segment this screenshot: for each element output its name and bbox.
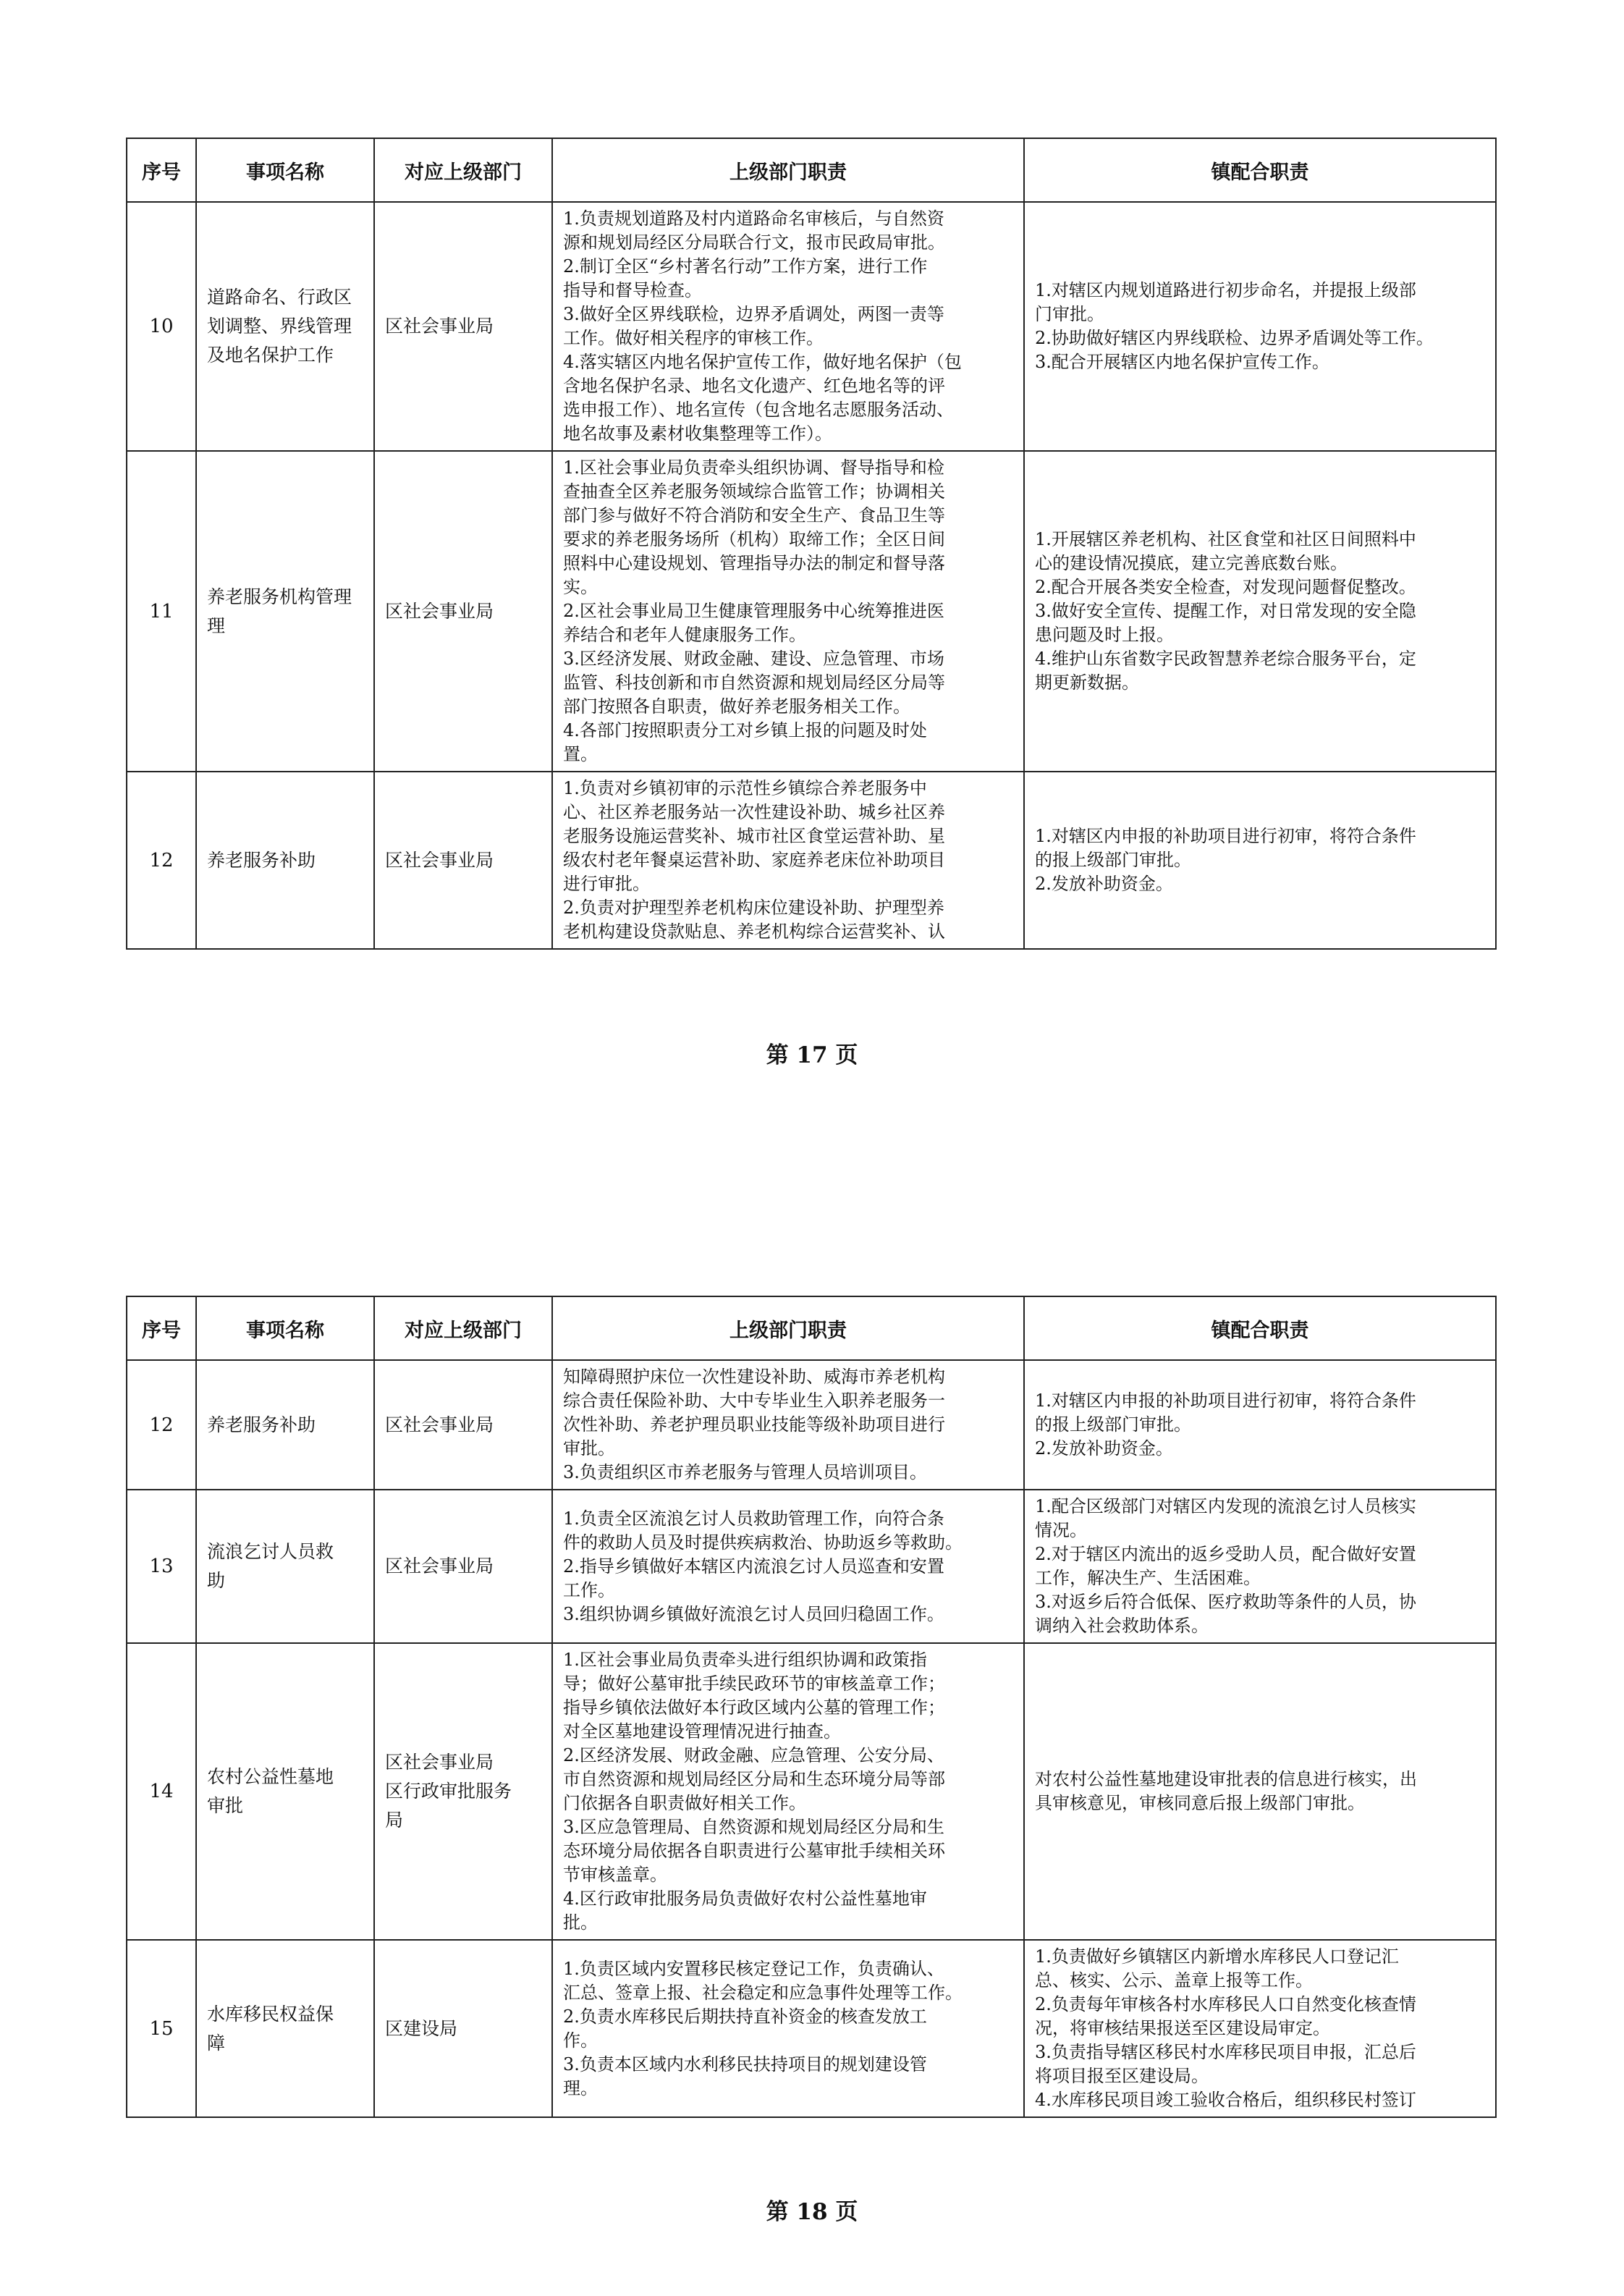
cell-item-name <box>196 1360 374 1490</box>
text-line: 门审批。 <box>1035 304 1104 324</box>
text-line: 将项目报至区建设局。 <box>1035 2066 1209 2086</box>
text-line: 情况。 <box>1035 1520 1087 1540</box>
text-line: 水库移民权益保 <box>207 2003 334 2025</box>
text-line: 1.区社会事业局负责牵头进行组织协调和政策指 <box>563 1650 927 1670</box>
text-line: 1.负责对乡镇初审的示范性乡镇综合养老服务中 <box>563 778 927 798</box>
text-line: 作。 <box>563 2030 598 2051</box>
text-line: 3.做好全区界线联检，边界矛盾调处，两图一责等 <box>563 304 944 324</box>
text-line: 2.发放补助资金。 <box>1035 1438 1173 1459</box>
text-line: 患问题及时上报。 <box>1035 625 1174 645</box>
text-line: 源和规划局经区分局联合行文，报市民政局审批。 <box>563 232 945 253</box>
text-line: 区社会事业局 <box>385 1752 494 1773</box>
cell-upper-duty <box>552 451 1024 772</box>
text-line: 进行审批。 <box>563 874 650 894</box>
text-line: 2.配合开展各类安全检查，对发现问题督促整改。 <box>1035 577 1416 597</box>
table-header-row <box>127 138 1496 202</box>
text-line: 4.各部门按照职责分工对乡镇上报的问题及时处 <box>563 720 927 740</box>
cell-town-duty <box>1024 202 1496 451</box>
text-line: 3.做好安全宣传、提醒工作，对日常发现的安全隐 <box>1035 601 1416 621</box>
cell-superior-dept <box>374 1490 552 1643</box>
text-line: 审批。 <box>563 1438 615 1459</box>
header-town-duty: 镇配合职责 <box>1024 138 1496 202</box>
text-line: 知障碍照护床位一次性建设补助、威海市养老机构 <box>563 1367 945 1387</box>
cell-town-duty <box>1024 1360 1496 1490</box>
text-line: 次性补助、养老护理员职业技能等级补助项目进行 <box>563 1414 945 1435</box>
text-line: 总、核实、公示、盖章上报等工作。 <box>1035 1970 1313 1991</box>
text-line: 2.区社会事业局卫生健康管理服务中心统筹推进医 <box>563 601 944 621</box>
cell-upper-duty <box>552 1490 1024 1643</box>
table-row <box>127 202 1496 451</box>
text-line: 3.负责组织区市养老服务与管理人员培训项目。 <box>563 1462 927 1482</box>
table-row <box>127 451 1496 772</box>
text-line: 2.负责每年审核各村水库移民人口自然变化核查情 <box>1035 1994 1416 2014</box>
text-line: 的报上级部门审批。 <box>1035 850 1191 870</box>
text-line: 工作。 <box>563 1579 615 1600</box>
text-line: 1.对辖区内规划道路进行初步命名，并提报上级部 <box>1035 280 1416 300</box>
header-no: 序号 <box>127 1296 196 1360</box>
text-line: 实。 <box>563 577 598 597</box>
text-line: 期更新数据。 <box>1035 672 1139 693</box>
text-line: 养老服务补助 <box>207 1414 316 1435</box>
text-line: 件的救助人员及时提供疾病救治、协助返乡等救助。 <box>563 1532 963 1553</box>
text-line: 置。 <box>563 744 598 764</box>
text-line: 部门按照各自职责，做好养老服务相关工作。 <box>563 696 910 717</box>
text-line: 流浪乞讨人员救 <box>207 1541 334 1562</box>
cell-superior-dept <box>374 1940 552 2117</box>
text-line: 区社会事业局 <box>385 1414 494 1435</box>
cell-superior-dept <box>374 451 552 772</box>
text-line: 监管、科技创新和市自然资源和规划局经区分局等 <box>563 672 945 693</box>
text-line: 的报上级部门审批。 <box>1035 1414 1191 1435</box>
text-line: 1.对辖区内申报的补助项目进行初审，将符合条件 <box>1035 826 1416 846</box>
cell-superior-dept <box>374 202 552 451</box>
cell-no: 10 <box>127 202 196 451</box>
text-line: 况，将审核结果报送至区建设局审定。 <box>1035 2018 1330 2038</box>
header-upper-duty: 上级部门职责 <box>552 1296 1024 1360</box>
text-line: 区社会事业局 <box>385 849 494 871</box>
text-line: 4.落实辖区内地名保护宣传工作，做好地名保护（包 <box>563 352 962 372</box>
page-number: 第 18 页 <box>766 2199 858 2225</box>
text-line: 工作，解决生产、生活困难。 <box>1035 1568 1261 1588</box>
cell-town-duty <box>1024 772 1496 949</box>
text-line: 3.组织协调乡镇做好流浪乞讨人员回归稳固工作。 <box>563 1603 944 1624</box>
text-line: 1.开展辖区养老机构、社区食堂和社区日间照料中 <box>1035 529 1416 549</box>
text-line: 选申报工作）、地名宣传（包含地名志愿服务活动、 <box>563 400 954 420</box>
text-line: 导；做好公墓审批手续民政环节的审核盖章工作； <box>563 1674 945 1694</box>
cell-item-name <box>196 1490 374 1643</box>
text-line: 理 <box>207 615 226 636</box>
cell-town-duty <box>1024 1490 1496 1643</box>
text-line: 照料中心建设规划、管理指导办法的制定和督导落 <box>563 553 945 573</box>
text-line: 障 <box>207 2032 226 2054</box>
text-line: 划调整、界线管理 <box>207 316 352 337</box>
text-line: 1.对辖区内申报的补助项目进行初审，将符合条件 <box>1035 1390 1416 1411</box>
text-line: 2.制订全区“乡村著名行动”工作方案，进行工作 <box>563 256 928 277</box>
text-line: 局 <box>385 1810 404 1831</box>
header-dept: 对应上级部门 <box>374 1296 552 1360</box>
cell-upper-duty <box>552 1643 1024 1940</box>
table-row <box>127 1940 1496 2117</box>
text-line: 2.发放补助资金。 <box>1035 874 1173 894</box>
text-line: 1.区社会事业局负责牵头组织协调、督导指导和检 <box>563 457 944 478</box>
table-row <box>127 1490 1496 1643</box>
text-line: 区行政审批服务 <box>385 1781 512 1802</box>
table-row <box>127 1643 1496 1940</box>
cell-town-duty <box>1024 1940 1496 2117</box>
header-upper-duty: 上级部门职责 <box>552 138 1024 202</box>
text-line: 养老服务补助 <box>207 849 316 871</box>
cell-town-duty <box>1024 451 1496 772</box>
text-line: 综合责任保险补助、大中专毕业生入职养老服务一 <box>563 1390 945 1411</box>
cell-item-name <box>196 1940 374 2117</box>
text-line: 节审核盖章。 <box>563 1865 667 1885</box>
text-line: 要求的养老服务场所（机构）取缔工作；全区日间 <box>563 529 945 549</box>
cell-upper-duty <box>552 1940 1024 2117</box>
cell-superior-dept <box>374 1643 552 1940</box>
text-line: 区建设局 <box>385 2017 458 2039</box>
text-line: 含地名保护名录、地名文化遗产、红色地名等的评 <box>563 376 945 396</box>
header-name: 事项名称 <box>196 1296 374 1360</box>
text-line: 农村公益性墓地 <box>207 1766 334 1787</box>
text-line: 区社会事业局 <box>385 1556 494 1577</box>
text-line: 部门参与做好不符合消防和安全生产、食品卫生等 <box>563 505 945 526</box>
page-number: 第 17 页 <box>766 1042 858 1068</box>
text-line: 2.对于辖区内流出的返乡受助人员，配合做好安置 <box>1035 1544 1416 1564</box>
text-line: 道路命名、行政区 <box>207 287 352 308</box>
text-line: 工作。做好相关程序的审核工作。 <box>563 328 824 348</box>
text-line: 1.配合区级部门对辖区内发现的流浪乞讨人员核实 <box>1035 1496 1416 1516</box>
text-line: 查抽查全区养老服务领域综合监管工作；协调相关 <box>563 481 945 502</box>
text-line: 3.对返乡后符合低保、医疗救助等条件的人员，协 <box>1035 1592 1416 1612</box>
text-line: 对农村公益性墓地建设审批表的信息进行核实，出 <box>1035 1769 1417 1789</box>
text-line: 2.协助做好辖区内界线联检、边界矛盾调处等工作。 <box>1035 328 1434 348</box>
text-line: 对全区墓地建设管理情况进行抽查。 <box>563 1721 841 1742</box>
text-line: 指导乡镇依法做好本行政区域内公墓的管理工作； <box>563 1697 945 1718</box>
text-line: 2.指导乡镇做好本辖区内流浪乞讨人员巡查和安置 <box>563 1556 944 1577</box>
duty-table-page-18 <box>126 1296 1497 2118</box>
cell-no: 15 <box>127 1940 196 2117</box>
text-line: 门依据各自职责做好相关工作。 <box>563 1793 806 1813</box>
text-line: 态环境分局依据各自职责进行公墓审批手续相关环 <box>563 1841 945 1861</box>
cell-town-duty <box>1024 1643 1496 1940</box>
text-line: 3.配合开展辖区内地名保护宣传工作。 <box>1035 352 1329 372</box>
cell-upper-duty <box>552 1360 1024 1490</box>
header-name: 事项名称 <box>196 138 374 202</box>
text-line: 区社会事业局 <box>385 600 494 622</box>
text-line: 4.水库移民项目竣工验收合格后，组织移民村签订 <box>1035 2090 1416 2110</box>
cell-no: 11 <box>127 451 196 772</box>
header-dept: 对应上级部门 <box>374 138 552 202</box>
cell-item-name <box>196 202 374 451</box>
table-row <box>127 772 1496 949</box>
text-line: 指导和督导检查。 <box>563 280 702 300</box>
text-line: 级农村老年餐桌运营补助、家庭养老床位补助项目 <box>563 850 945 870</box>
text-line: 养老服务机构管理 <box>207 586 352 607</box>
text-line: 具审核意见，审核同意后报上级部门审批。 <box>1035 1793 1365 1813</box>
text-line: 3.区应急管理局、自然资源和规划局经区分局和生 <box>563 1817 944 1837</box>
cell-item-name <box>196 1643 374 1940</box>
text-line: 调纳入社会救助体系。 <box>1035 1616 1209 1636</box>
text-line: 老机构建设贷款贴息、养老机构综合运营奖补、认 <box>563 921 945 942</box>
text-line: 1.负责区域内安置移民核定登记工作，负责确认、 <box>563 1958 944 1979</box>
header-no: 序号 <box>127 138 196 202</box>
text-line: 心、社区养老服务站一次性建设补助、城乡社区养 <box>563 802 945 822</box>
text-line: 2.负责对护理型养老机构床位建设补助、护理型养 <box>563 898 944 918</box>
cell-no: 12 <box>127 1360 196 1490</box>
text-line: 助 <box>207 1570 226 1591</box>
cell-no: 12 <box>127 772 196 949</box>
text-line: 汇总、签章上报、社会稳定和应急事件处理等工作。 <box>563 1982 963 2003</box>
cell-item-name <box>196 772 374 949</box>
text-line: 3.负责指导辖区移民村水库移民项目申报，汇总后 <box>1035 2042 1416 2062</box>
text-line: 理。 <box>563 2077 598 2098</box>
text-line: 地名故事及素材收集整理等工作）。 <box>563 423 832 444</box>
text-line: 4.维护山东省数字民政智慧养老综合服务平台，定 <box>1035 649 1416 669</box>
text-line: 3.区经济发展、财政金融、建设、应急管理、市场 <box>563 649 944 669</box>
cell-upper-duty <box>552 202 1024 451</box>
duty-table-page-17 <box>126 138 1497 950</box>
cell-superior-dept <box>374 1360 552 1490</box>
text-line: 及地名保护工作 <box>207 345 334 366</box>
text-line: 市自然资源和规划局经区分局和生态环境分局等部 <box>563 1769 945 1789</box>
header-town-duty: 镇配合职责 <box>1024 1296 1496 1360</box>
cell-upper-duty <box>552 772 1024 949</box>
text-line: 4.区行政审批服务局负责做好农村公益性墓地审 <box>563 1888 927 1909</box>
text-line: 心的建设情况摸底，建立完善底数台账。 <box>1035 553 1348 573</box>
text-line: 1.负责全区流浪乞讨人员救助管理工作，向符合条 <box>563 1508 944 1529</box>
text-line: 审批 <box>207 1795 244 1816</box>
cell-no: 13 <box>127 1490 196 1643</box>
text-line: 3.负责本区域内水利移民扶持项目的规划建设管 <box>563 2054 927 2075</box>
text-line: 1.负责做好乡镇辖区内新增水库移民人口登记汇 <box>1035 1946 1399 1967</box>
cell-item-name <box>196 451 374 772</box>
text-line: 区社会事业局 <box>385 316 494 337</box>
text-line: 2.区经济发展、财政金融、应急管理、公安分局、 <box>563 1745 944 1765</box>
text-line: 批。 <box>563 1912 598 1933</box>
text-line: 1.负责规划道路及村内道路命名审核后，与自然资 <box>563 208 944 229</box>
text-line: 2.负责水库移民后期扶持直补资金的核查发放工 <box>563 2006 927 2027</box>
table-header-row <box>127 1296 1496 1360</box>
table-row <box>127 1360 1496 1490</box>
text-line: 养结合和老年人健康服务工作。 <box>563 625 806 645</box>
cell-no: 14 <box>127 1643 196 1940</box>
cell-superior-dept <box>374 772 552 949</box>
text-line: 老服务设施运营奖补、城市社区食堂运营补助、星 <box>563 826 945 846</box>
